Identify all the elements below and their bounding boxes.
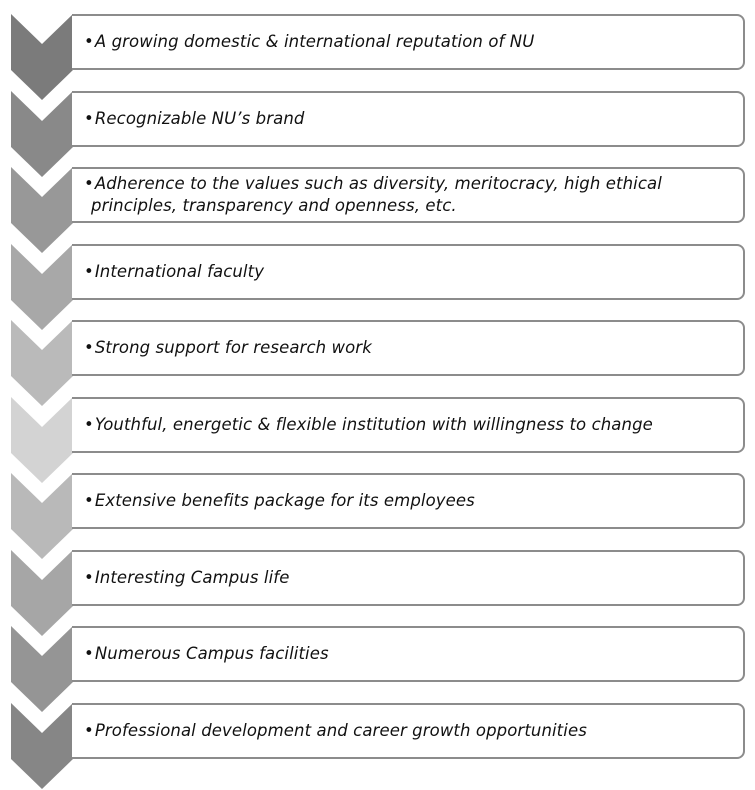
bullet: • (84, 338, 94, 357)
list-item-text (84, 31, 534, 53)
bullet: • (84, 32, 94, 51)
list-item-text (84, 337, 372, 359)
list-item-text (84, 261, 264, 283)
chevron-shape (11, 167, 73, 253)
list-item-box (72, 167, 745, 223)
item-label: Youthful, energetic & flexible institution with willingness to change (94, 415, 653, 434)
chevron-5 (11, 320, 73, 406)
item-label: Adherence to the values such as diversity, meritocracy, high ethical principles, transparency and openness, etc. (91, 174, 662, 215)
bullet: • (84, 568, 94, 587)
chevron-shape (11, 320, 73, 406)
chevron-7 (11, 473, 73, 559)
item-label: Interesting Campus life (94, 568, 290, 587)
chevron-10 (11, 703, 73, 789)
chevron-shape (11, 14, 73, 100)
chevron-6 (11, 397, 73, 483)
bullet: • (84, 721, 94, 740)
chevron-8 (11, 550, 73, 636)
item-label: Recognizable NU’s brand (94, 109, 305, 128)
list-item-box (72, 550, 745, 606)
chevron-shape (11, 397, 73, 483)
item-label: Professional development and career growth opportunities (94, 721, 587, 740)
bullet: • (84, 491, 94, 510)
list-item-box (72, 703, 745, 759)
list-item-text (84, 414, 653, 436)
list-item-box (72, 244, 745, 300)
list-item-box (72, 14, 745, 70)
chevron-3 (11, 167, 73, 253)
chevron-shape (11, 473, 73, 559)
list-item-box (72, 397, 745, 453)
item-label: Extensive benefits package for its employees (94, 491, 475, 510)
list-item-box (72, 626, 745, 682)
list-item-box (72, 320, 745, 376)
item-label: A growing domestic & international reputation of NU (94, 32, 535, 51)
chevron-shape (11, 550, 73, 636)
bullet: • (84, 644, 94, 663)
chevron-9 (11, 626, 73, 712)
list-item-text (84, 108, 304, 130)
list-item-text (84, 490, 475, 512)
item-label: Numerous Campus facilities (94, 644, 329, 663)
bullet: • (84, 174, 94, 193)
chevron-shape (11, 626, 73, 712)
chevron-shape (11, 244, 73, 330)
list-item-text (84, 720, 587, 742)
chevron-2 (11, 91, 73, 177)
bullet: • (84, 262, 94, 281)
list-item-text (84, 643, 329, 665)
bullet: • (84, 415, 94, 434)
bullet: • (84, 109, 94, 128)
list-item-text (84, 173, 735, 217)
list-item-text (84, 567, 289, 589)
item-label: Strong support for research work (94, 338, 372, 357)
list-item-box (72, 91, 745, 147)
list-item-box (72, 473, 745, 529)
chevron-shape (11, 703, 73, 789)
chevron-4 (11, 244, 73, 330)
chevron-1 (11, 14, 73, 100)
item-label: International faculty (94, 262, 265, 281)
chevron-shape (11, 91, 73, 177)
